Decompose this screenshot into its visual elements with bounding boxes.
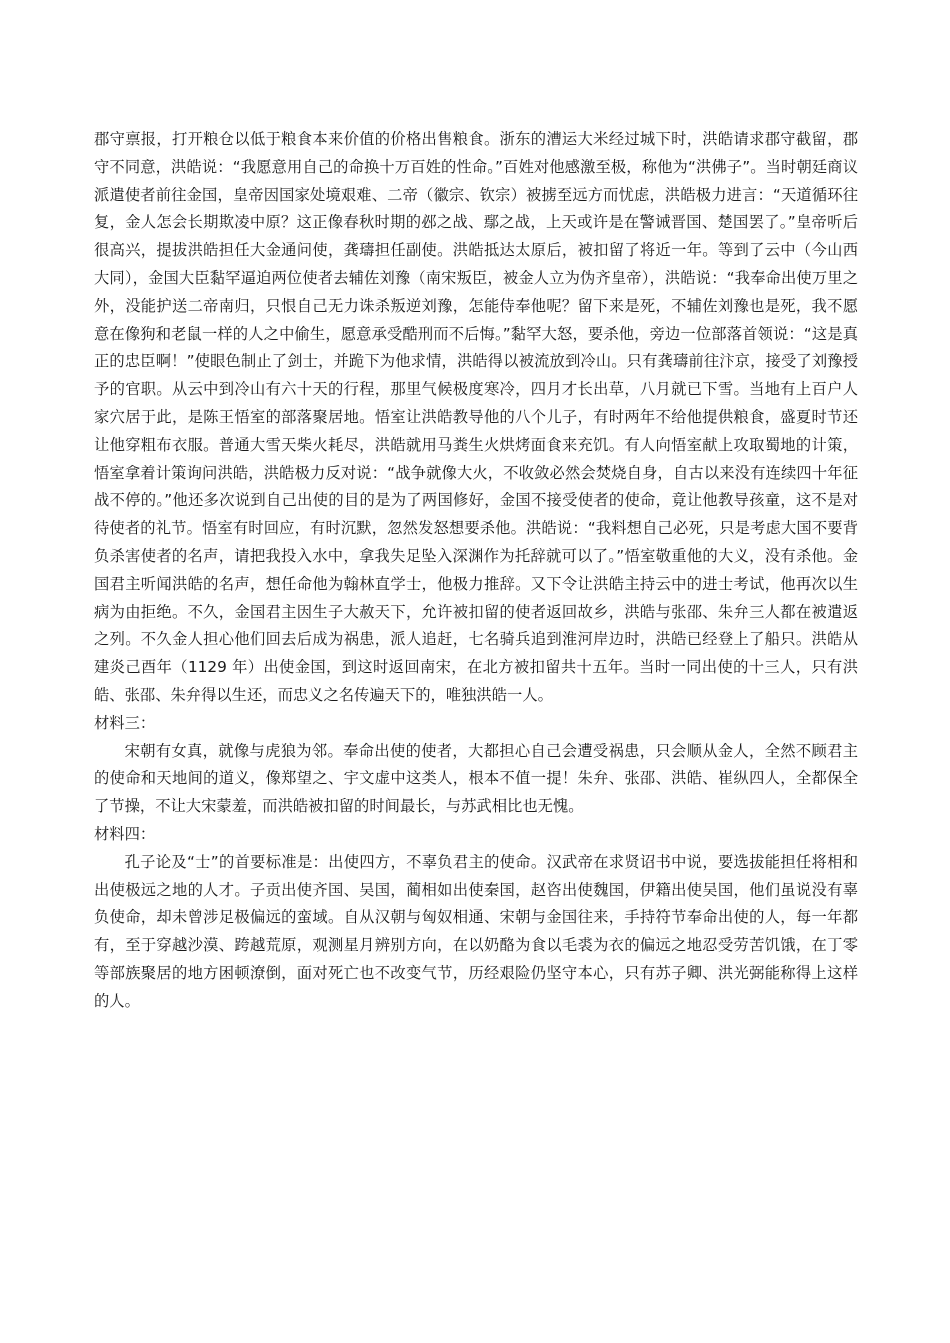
paragraph-continued: 郡守禀报，打开粮仓以低于粮食本来价值的价格出售粮食。浙东的漕运大米经过城下时，洪皓请求郡守截留，郡守不同意，洪皓说：“我愿意用自己的命换十万百姓的性命。”百姓对他感激至极，称他为“洪佛子”。当时朝廷商议派遣使者前往金国，皇帝因国家处境艰难、二帝（徽宗、钦宗）被掳至远方而忧虑，洪皓极力进言：“天道循环往复，金人怎会长期欺凌中原？这正像春秋时期的邲之战、鄢之战，上天或许是在警诫晋国、楚国罢了。”皇帝听后很高兴，提拔洪皓担任大金通问使，龚璹担任副使。洪皓抵达太原后，被扣留了将近一年。等到了云中（今山西大同），金国大臣黏罕逼迫两位使者去辅佐刘豫（南宋叛臣，被金人立为伪齐皇帝），洪皓说：“我奉命出使万里之外，没能护送二帝南归，只恨自己无力诛杀叛逆刘豫，怎能侍奉他呢？留下来是死，不辅佐刘豫也是死，我不愿意在像狗和老鼠一样的人之中偷生，愿意承受酷刑而不后悔。”黏罕大怒，要杀他，旁边一位部落首领说：“这是真正的忠臣啊！”使眼色制止了剑士，并跪下为他求情，洪皓得以被流放到冷山。只有龚璹前往汴京，接受了刘豫授予的官职。从云中到冷山有六十天的行程，那里气候极度寒冷，四月才长出草，八月就已下雪。当地有上百户人家穴居于此，是陈王悟室的部落聚居地。悟室让洪皓教导他的八个儿子，有时两年不给他提供粮食，盛夏时节还让他穿粗布衣服。普通大雪天柴火耗尽，洪皓就用马粪生火烘烤面食来充饥。有人向悟室献上攻取蜀地的计策，悟室拿着计策询问洪皓，洪皓极力反对说：“战争就像大火，不收敛必然会焚烧自身，自古以来没有连续四十年征战不停的。”他还多次说到自己出使的目的是为了两国修好，金国不接受使者的使命，竟让他教导孩童，这不是对待使者的礼节。悟室有时回应，有时沉默，忽然发怒想要杀他。洪皓说：“我料想自己必死，只是考虑大国不要背负杀害使者的名声，请把我投入水中，拿我失足坠入深渊作为托辞就可以了。”悟室敬重他的大义，没有杀他。金国君主听闻洪皓的名声，想任命他为翰林直学士，他极力推辞。又下令让洪皓主持云中的进士考试，他再次以生病为由拒绝。不久，金国君主因生子大赦天下，允许被扣留的使者返回故乡，洪皓与张邵、朱弁三人都在被遣返之列。不久金人担心他们回去后成为祸患，派人追赶，七名骑兵追到淮河岸边时，洪皓已经登上了船只。洪皓从建炎己酉年（1129 年）出使金国，到这时返回南宋，在北方被扣留共十五年。当时一同出使的十三人，只有洪皓、张邵、朱弁得以生还，而忠义之名传遍天下的，唯独洪皓一人。 <box>94 130 858 704</box>
document-body <box>94 126 858 1016</box>
section-heading-material-4: 材料四： <box>94 824 156 843</box>
paragraph-material-4: 孔子论及“士”的首要标准是：出使四方，不辜负君主的使命。汉武帝在求贤诏书中说，要选拔能担任将相和出使极远之地的人才。子贡出使齐国、吴国，蔺相如出使秦国，赵咨出使魏国，伊籍出使吴国，他们虽说没有辜负使命，却未曾涉足极偏远的蛮域。自从汉朝与匈奴相通、宋朝与金国往来，手持符节奉命出使的人，每一年都有，至于穿越沙漠、跨越荒原，观测星月辨别方向，在以奶酪为食以毛裘为衣的偏远之地忍受劳苦饥饿，在丁零等部族聚居的地方困顿潦倒，面对死亡也不改变气节，历经艰险仍坚守本心，只有苏子卿、洪光弼能称得上这样的人。 <box>94 852 858 1010</box>
section-heading-material-3: 材料三： <box>94 713 156 732</box>
paragraph-material-3: 宋朝有女真，就像与虎狼为邻。奉命出使的使者，大都担心自己会遭受祸患，只会顺从金人，全然不顾君主的使命和天地间的道义，像郑望之、宇文虚中这类人，根本不值一提！朱弁、张邵、洪皓、崔纵四人，全都保全了节操，不让大宋蒙羞，而洪皓被扣留的时间最长，与苏武相比也无愧。 <box>94 741 858 816</box>
